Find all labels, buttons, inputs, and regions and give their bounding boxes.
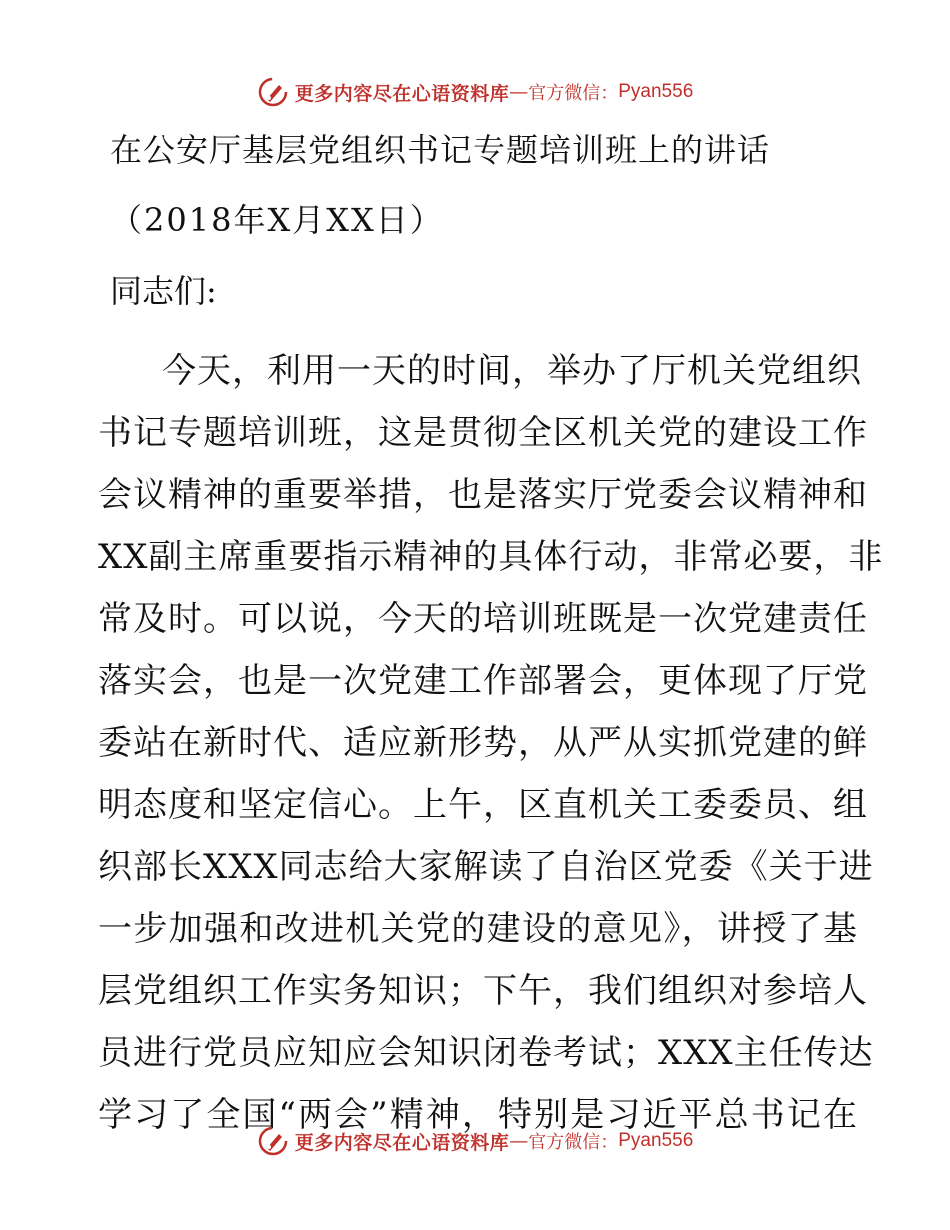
- banner-wechat-label: 官方微信：: [528, 83, 619, 104]
- body-line: 明态度和坚定信心。上午，区直机关工委委员、组: [98, 785, 868, 825]
- body-line: 委站在新时代、适应新形势，从严从实抓党建的鲜: [98, 723, 868, 763]
- salutation: 同志们:: [110, 272, 217, 310]
- body-line: 今天，利用一天的时间，举办了厅机关党组织: [162, 351, 862, 391]
- body-line: 常及时。可以说，今天的培训班既是一次党建责任: [98, 599, 868, 639]
- document-date: （2018年X月XX日）: [110, 201, 444, 239]
- body-line: 学习了全国“两会”精神，特别是习近平总书记在: [98, 1095, 858, 1135]
- body-line: XX副主席重要指示精神的具体行动，非常必要，非: [98, 537, 884, 577]
- banner-dash: —: [509, 1130, 529, 1152]
- body-line: 织部长XXX同志给大家解读了自治区党委《关于进: [98, 847, 874, 887]
- banner-wechat-id: Pyan556: [618, 81, 694, 102]
- document-body: [98, 340, 884, 1146]
- body-line: 会议精神的重要举措，也是落实厅党委会议精神和: [98, 475, 868, 515]
- banner-wechat-id: Pyan556: [618, 1130, 694, 1151]
- banner-wechat-label: 官方微信：: [528, 1132, 619, 1153]
- footer-banner: [0, 1121, 950, 1161]
- body-line: 层党组织工作实务知识；下午，我们组织对参培人: [98, 971, 868, 1011]
- banner-brand-text: 更多内容尽在心语资料库: [294, 1131, 510, 1154]
- body-line: 落实会，也是一次党建工作部署会，更体现了厅党: [98, 661, 868, 701]
- document-title: 在公安厅基层党组织书记专题培训班上的讲话: [110, 131, 771, 169]
- body-line: 书记专题培训班，这是贯彻全区机关党的建设工作: [98, 413, 868, 453]
- pen-logo-icon: [257, 1125, 289, 1157]
- banner-dash: —: [509, 81, 529, 103]
- header-banner: [0, 72, 950, 112]
- body-line: 员进行党员应知应会知识闭卷考试；XXX主任传达: [98, 1033, 874, 1073]
- pen-logo-icon: [257, 76, 289, 108]
- body-line: 一步加强和改进机关党的建设的意见》，讲授了基: [98, 909, 858, 949]
- banner-brand-text: 更多内容尽在心语资料库: [294, 82, 510, 105]
